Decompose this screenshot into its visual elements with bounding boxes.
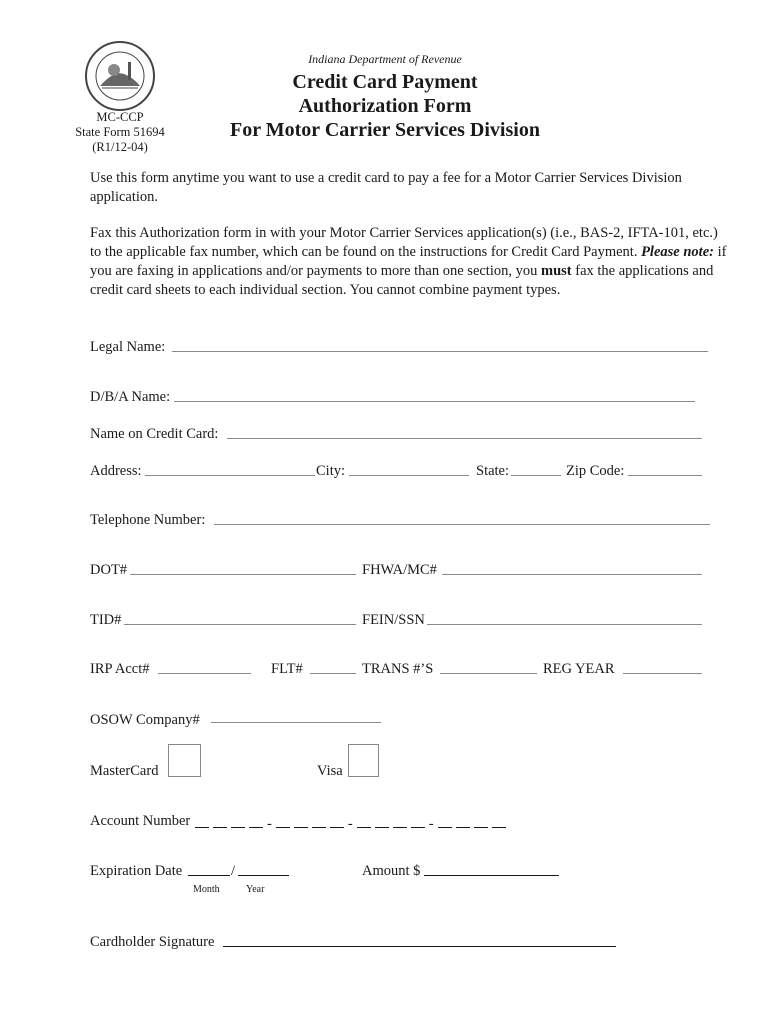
flt-field[interactable]: [310, 673, 356, 674]
mastercard-checkbox[interactable]: [168, 744, 201, 777]
expiration-month-field[interactable]: [188, 875, 230, 876]
title-line-3: For Motor Carrier Services Division: [230, 119, 540, 141]
intro-paragraph: Use this form anytime you want to use a credit card to pay a fee for a Motor Carrier Services Division application.: [90, 170, 682, 205]
fhwa-mc-field[interactable]: [442, 574, 702, 575]
name-on-card-field[interactable]: [227, 438, 702, 439]
legal-name-field[interactable]: [172, 351, 708, 352]
please-note-label: Please note:: [641, 244, 714, 260]
indiana-state-seal: [84, 40, 156, 112]
form-revision: (R1/12-04): [92, 140, 148, 154]
city-field[interactable]: [349, 475, 469, 476]
dba-name-field[interactable]: [174, 401, 695, 402]
irp-acct-field[interactable]: [158, 673, 251, 674]
year-caption: Year: [246, 884, 265, 895]
amount-label: Amount $: [362, 863, 421, 879]
fein-ssn-field[interactable]: [427, 624, 702, 625]
amount-field[interactable]: [424, 875, 559, 876]
fax-instructions-paragraph: [90, 224, 730, 300]
trans-label: TRANS #’S: [362, 661, 434, 677]
name-on-card-label: Name on Credit Card:: [90, 426, 219, 442]
state-label: State:: [476, 463, 510, 479]
mastercard-label: MasterCard: [90, 763, 159, 779]
dot-label: DOT#: [90, 562, 128, 578]
fax-instructions-text-3: fax the applications and credit card sheets to each individual section. You cannot combine payment types.: [90, 263, 714, 298]
cardholder-signature-label: Cardholder Signature: [90, 934, 215, 950]
dot-field[interactable]: [130, 574, 356, 575]
expiration-date-label: Expiration Date: [90, 863, 183, 879]
form-code: MC-CCP: [96, 110, 144, 124]
osow-company-field[interactable]: [211, 722, 381, 723]
fein-ssn-label: FEIN/SSN: [362, 612, 425, 628]
title-line-1: Credit Card Payment: [292, 71, 478, 93]
tid-field[interactable]: [124, 624, 356, 625]
reg-year-label: REG YEAR: [543, 661, 615, 677]
account-number-label: Account Number: [90, 813, 191, 829]
flt-label: FLT#: [271, 661, 303, 677]
irp-acct-label: IRP Acct#: [90, 661, 150, 677]
fax-instructions-text: Fax this Authorization form in with your Motor Carrier Services application(s) (i.e., BAS-2, IFTA-101, etc.) to the applicable fax number, which can be found on the instructions for Credit Card Payment.: [90, 225, 718, 260]
cardholder-signature-field[interactable]: [223, 946, 616, 947]
address-label: Address:: [90, 463, 142, 479]
telephone-field[interactable]: [214, 524, 710, 525]
department-name: Indiana Department of Revenue: [308, 52, 462, 66]
tid-label: TID#: [90, 612, 122, 628]
fax-instructions-text-2: if you are faxing in applications and/or payments to more than one section, you: [90, 244, 727, 279]
state-field[interactable]: [511, 475, 561, 476]
state-form-number: State Form 51694: [75, 125, 165, 139]
expiration-slash: /: [231, 863, 236, 879]
title-line-2: Authorization Form: [298, 95, 472, 117]
dba-name-label: D/B/A Name:: [90, 389, 171, 405]
form-identifier: [60, 110, 180, 155]
city-label: City:: [316, 463, 346, 479]
trans-field[interactable]: [440, 673, 537, 674]
osow-company-label: OSOW Company#: [90, 712, 200, 728]
zip-code-field[interactable]: [628, 475, 702, 476]
visa-checkbox[interactable]: [348, 744, 379, 777]
telephone-label: Telephone Number:: [90, 512, 206, 528]
fhwa-mc-label: FHWA/MC#: [362, 562, 437, 578]
visa-label: Visa: [317, 763, 343, 779]
form-title: [200, 70, 570, 142]
month-caption: Month: [193, 884, 220, 895]
account-number-field[interactable]: - - -: [195, 815, 510, 833]
legal-name-label: Legal Name:: [90, 339, 166, 355]
reg-year-field[interactable]: [623, 673, 702, 674]
expiration-year-field[interactable]: [238, 875, 289, 876]
zip-code-label: Zip Code:: [566, 463, 625, 479]
address-field[interactable]: [145, 475, 315, 476]
must-emphasis: must: [541, 263, 572, 279]
